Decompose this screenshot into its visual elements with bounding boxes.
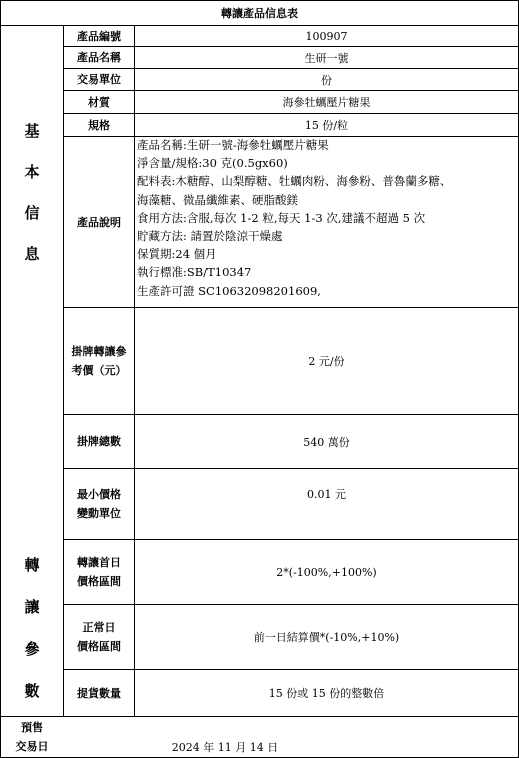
value-min-price-tick: 0.01 元	[307, 488, 346, 501]
label-reference-price-line: 掛牌轉讓參	[71, 345, 127, 358]
description-line: 海藻糖、微晶纖維素、硬脂酸鎂	[137, 192, 298, 207]
description-line: 食用方法:含服,每次 1-2 粒,每天 1-3 次,建議不超過 5 次	[137, 210, 426, 225]
section-basic-char-4: 息	[24, 245, 40, 263]
value-presale-date: 2024 年 11 月 14 日	[171, 741, 279, 754]
section-transfer-char-2: 讓	[24, 598, 40, 616]
section-basic-char-1: 基	[24, 122, 40, 140]
label-product-name: 產品名稱	[77, 51, 121, 64]
section-transfer-params	[1, 545, 63, 710]
table-title: 轉讓產品信息表	[221, 7, 298, 20]
label-normal-day-range	[64, 605, 134, 669]
value-normal-day-range: 前一日結算價*(-10%,+10%)	[253, 631, 400, 644]
description-line: 淨含量/規格:30 克(0.5gx60)	[137, 156, 288, 171]
value-delivery-quantity: 15 份或 15 份的整數倍	[268, 687, 385, 700]
label-first-day-range-line: 價格區間	[77, 575, 121, 588]
label-total-listed: 掛牌總數	[77, 435, 121, 448]
section-basic-char-2: 本	[24, 163, 40, 181]
value-reference-price: 2 元/份	[308, 355, 345, 368]
label-reference-price	[64, 308, 134, 414]
label-min-price-tick-line: 變動單位	[77, 507, 121, 520]
label-specification: 規格	[88, 118, 110, 132]
label-reference-price-line: 考價（元）	[71, 364, 127, 377]
description-line: 保質期:24 個月	[137, 247, 217, 262]
description-line: 生產許可證 SC10632098201609,	[137, 283, 321, 298]
section-transfer-char-4: 數	[24, 682, 40, 700]
value-product-name: 生研一號	[304, 51, 349, 65]
section-transfer-char-3: 參	[24, 640, 40, 658]
description-line: 產品名稱:生研一號-海參牡蠣壓片糖果	[137, 138, 329, 152]
value-specification: 15 份/粒	[304, 119, 349, 132]
label-first-day-range	[64, 540, 134, 604]
label-min-price-tick-line: 最小價格	[77, 488, 121, 501]
value-first-day-range: 2*(-100%,+100%)	[276, 565, 377, 579]
label-presale-date	[1, 717, 63, 757]
label-delivery-quantity: 提貨數量	[77, 686, 121, 700]
value-product-code: 100907	[305, 29, 348, 43]
section-transfer-char-1: 轉	[24, 556, 40, 574]
label-normal-day-range-line: 正常日	[82, 621, 116, 634]
value-total-listed: 540 萬份	[303, 435, 350, 449]
label-normal-day-range-line: 價格區間	[77, 640, 121, 653]
label-min-price-tick	[64, 469, 134, 539]
label-first-day-range-line: 轉讓首日	[77, 556, 121, 569]
description-line: 配料表:木糖醇、山梨醇糖、牡蠣肉粉、海參粉、普魯蘭多糖、	[137, 174, 452, 189]
description-line: 貯藏方法: 請置於陰涼干燥處	[137, 228, 283, 243]
value-material: 海參牡蠣壓片糖果	[282, 96, 371, 109]
description-line: 執行標准:SB/T10347	[137, 265, 252, 280]
section-basic-char-3: 信	[24, 204, 40, 222]
label-trading-unit: 交易單位	[77, 73, 121, 86]
value-trading-unit: 份	[321, 73, 332, 87]
value-product-description	[137, 136, 517, 300]
label-presale-date-line: 預售	[21, 721, 43, 734]
label-presale-date-line: 交易日	[15, 740, 49, 753]
label-product-code: 產品編號	[77, 29, 121, 43]
label-material: 材質	[88, 95, 110, 109]
label-product-description: 產品說明	[77, 215, 121, 229]
section-basic-info	[1, 26, 63, 326]
